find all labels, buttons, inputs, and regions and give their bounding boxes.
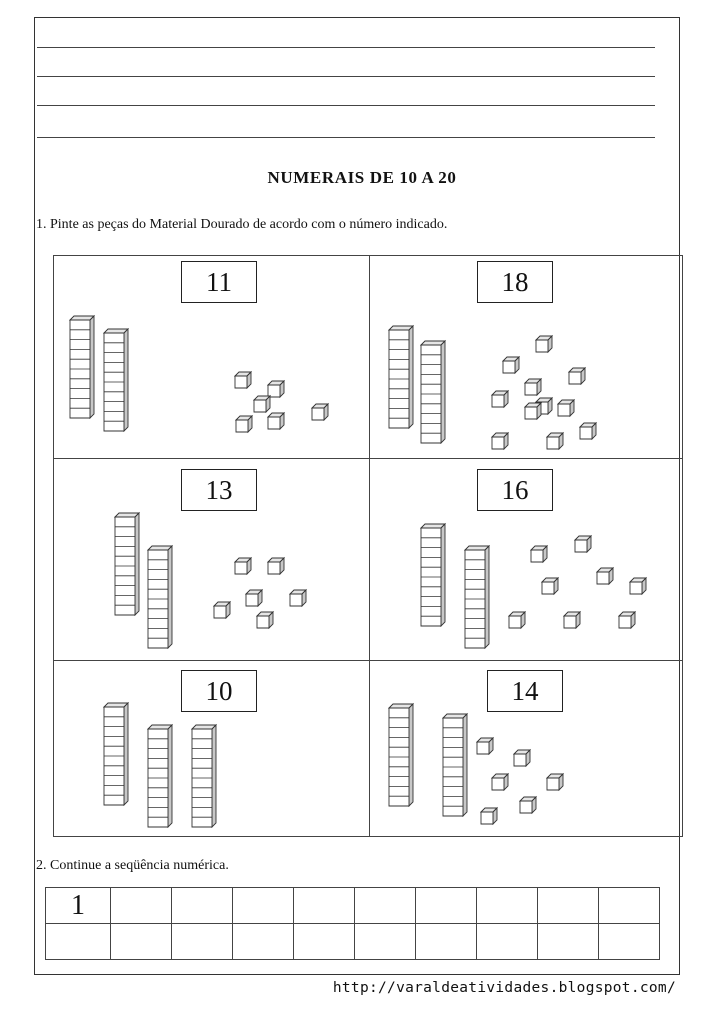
unit-cube	[630, 578, 646, 594]
sequence-cell[interactable]: 1	[46, 888, 111, 924]
sequence-cell[interactable]	[294, 924, 355, 960]
unit-cube	[547, 433, 563, 449]
number-box: 18	[477, 261, 553, 303]
unit-cube	[492, 774, 508, 790]
unit-cube	[254, 396, 270, 412]
ten-rod	[70, 316, 94, 418]
unit-cube	[477, 738, 493, 754]
exercise-grid	[53, 255, 683, 837]
unit-cube	[257, 612, 273, 628]
unit-cube	[619, 612, 635, 628]
sequence-cell[interactable]	[416, 924, 477, 960]
number-box: 13	[181, 469, 257, 511]
unit-cube	[509, 612, 525, 628]
instruction-2: 2. Continue a seqüência numérica.	[36, 858, 229, 873]
unit-cube	[268, 381, 284, 397]
unit-cube	[492, 433, 508, 449]
unit-cube	[597, 568, 613, 584]
footer-url: http://varaldeatividades.blogspot.com/	[332, 980, 676, 996]
ten-rod	[389, 326, 413, 428]
unit-cube	[520, 797, 536, 813]
number-box: 10	[181, 670, 257, 712]
ten-rod	[192, 725, 216, 827]
ten-rod	[421, 524, 445, 626]
unit-cube	[569, 368, 585, 384]
ten-rod	[465, 546, 489, 648]
sequence-cell[interactable]	[46, 924, 111, 960]
sequence-table	[45, 887, 660, 960]
unit-cube	[235, 558, 251, 574]
sequence-cell[interactable]	[416, 888, 477, 924]
unit-cube	[214, 602, 230, 618]
unit-cube	[536, 336, 552, 352]
sequence-cell[interactable]	[599, 924, 660, 960]
material-dourado-pieces	[54, 256, 684, 838]
unit-cube	[580, 423, 596, 439]
worksheet-title: NUMERAIS DE 10 A 20	[267, 168, 457, 187]
unit-cube	[503, 357, 519, 373]
unit-cube	[268, 558, 284, 574]
sequence-cell[interactable]	[477, 924, 538, 960]
unit-cube	[558, 400, 574, 416]
number-box: 11	[181, 261, 257, 303]
number-box: 14	[487, 670, 563, 712]
unit-cube	[268, 413, 284, 429]
sequence-cell[interactable]	[233, 888, 294, 924]
name-line	[37, 137, 655, 138]
ten-rod	[443, 714, 467, 816]
sequence-cell[interactable]	[233, 924, 294, 960]
unit-cube	[542, 578, 558, 594]
unit-cube	[525, 379, 541, 395]
name-line	[37, 76, 655, 77]
unit-cube	[290, 590, 306, 606]
unit-cube	[312, 404, 328, 420]
ten-rod	[421, 341, 445, 443]
unit-cube	[236, 416, 252, 432]
unit-cube	[246, 590, 262, 606]
ten-rod	[148, 725, 172, 827]
name-line	[37, 105, 655, 106]
sequence-cell[interactable]	[111, 924, 172, 960]
ten-rod	[104, 703, 128, 805]
sequence-cell[interactable]	[355, 924, 416, 960]
sequence-cell[interactable]	[111, 888, 172, 924]
ten-rod	[115, 513, 139, 615]
sequence-cell[interactable]	[477, 888, 538, 924]
unit-cube	[531, 546, 547, 562]
number-box: 16	[477, 469, 553, 511]
name-line	[37, 47, 655, 48]
unit-cube	[481, 808, 497, 824]
unit-cube	[525, 403, 541, 419]
unit-cube	[492, 391, 508, 407]
sequence-cell[interactable]	[172, 924, 233, 960]
unit-cube	[575, 536, 591, 552]
ten-rod	[389, 704, 413, 806]
sequence-cell[interactable]	[355, 888, 416, 924]
sequence-cell[interactable]	[538, 924, 599, 960]
unit-cube	[564, 612, 580, 628]
ten-rod	[148, 546, 172, 648]
sequence-cell[interactable]	[599, 888, 660, 924]
sequence-cell[interactable]	[172, 888, 233, 924]
unit-cube	[547, 774, 563, 790]
instruction-1: 1. Pinte as peças do Material Dourado de acordo com o número indicado.	[36, 217, 448, 232]
sequence-cell[interactable]	[538, 888, 599, 924]
unit-cube	[514, 750, 530, 766]
ten-rod	[104, 329, 128, 431]
unit-cube	[235, 372, 251, 388]
sequence-cell[interactable]	[294, 888, 355, 924]
